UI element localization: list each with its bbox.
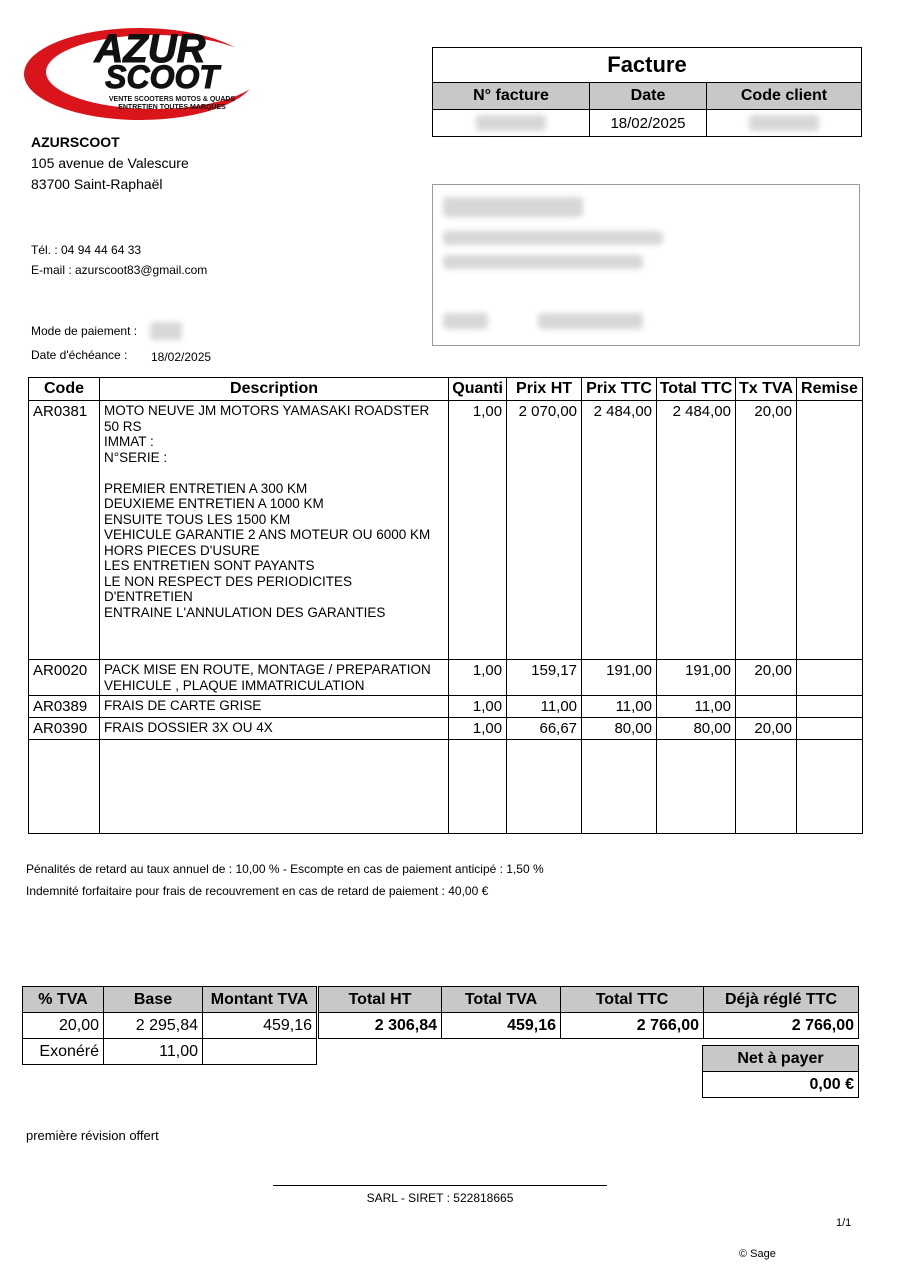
line-price-ht: 11,00 xyxy=(507,696,582,718)
line-price-ttc: 80,00 xyxy=(582,718,657,740)
line-price-ht: 159,17 xyxy=(507,660,582,696)
invoice-title: Facture xyxy=(433,48,862,83)
table-row xyxy=(23,1039,317,1065)
logo-tagline-2: ENTRETIEN TOUTES MARQUES xyxy=(118,104,226,111)
col-header-code: Code xyxy=(29,378,100,401)
company-email: E-mail : azurscoot83@gmail.com xyxy=(31,263,208,277)
line-vat-rate: 20,00 xyxy=(735,401,796,660)
table-row xyxy=(23,1013,317,1039)
invoice-note: première révision offert xyxy=(26,1128,159,1143)
company-address-1: 105 avenue de Valescure xyxy=(31,155,189,171)
company-phone: Tél. : 04 94 44 64 33 xyxy=(31,243,142,257)
invoice-header-table xyxy=(432,47,862,137)
line-discount xyxy=(796,718,862,740)
siret-info: SARL - SIRET : 522818665 xyxy=(366,1191,514,1205)
vat-header-base: Base xyxy=(104,987,203,1013)
line-price-ht: 2 070,00 xyxy=(507,401,582,660)
already-paid-value: 2 766,00 xyxy=(704,1013,859,1039)
col-header-price-ht: Prix HT xyxy=(507,378,582,401)
vat-rate: 20,00 xyxy=(23,1013,104,1039)
line-discount xyxy=(796,660,862,696)
line-total-ttc: 2 484,00 xyxy=(657,401,736,660)
net-to-pay-label: Net à payer xyxy=(703,1046,859,1072)
invoice-date: 18/02/2025 xyxy=(590,110,707,137)
vat-base: 2 295,84 xyxy=(104,1013,203,1039)
col-header-total-ttc: Total TTC xyxy=(657,378,736,401)
line-vat-rate xyxy=(735,696,796,718)
vat-amount: 459,16 xyxy=(203,1013,317,1039)
line-quantity: 1,00 xyxy=(449,401,507,660)
line-price-ttc: 11,00 xyxy=(582,696,657,718)
line-total-ttc: 11,00 xyxy=(657,696,736,718)
totals-table xyxy=(318,986,859,1039)
total-ht-value: 2 306,84 xyxy=(319,1013,442,1039)
line-quantity: 1,00 xyxy=(449,718,507,740)
header-client-code: Code client xyxy=(707,83,862,110)
recovery-indemnity-terms: Indemnité forfaitaire pour frais de recouvrement en cas de retard de paiement : 40,00 € xyxy=(26,884,489,898)
table-row xyxy=(29,718,863,740)
vat-header-amount: Montant TVA xyxy=(203,987,317,1013)
table-row xyxy=(29,696,863,718)
total-ht-header: Total HT xyxy=(319,987,442,1013)
total-ttc-header: Total TTC xyxy=(561,987,704,1013)
vat-rate: Exonéré xyxy=(23,1039,104,1065)
line-vat-rate: 20,00 xyxy=(735,718,796,740)
line-vat-rate: 20,00 xyxy=(735,660,796,696)
logo-text-azur: AZUR xyxy=(94,27,206,71)
line-description: FRAIS DE CARTE GRISE xyxy=(99,696,448,718)
client-code-redacted xyxy=(707,110,862,137)
page-number: 1/1 xyxy=(836,1217,852,1229)
late-penalty-terms: Pénalités de retard au taux annuel de : 10,00 % - Escompte en cas de paiement anticipé : 1,50 % xyxy=(26,862,544,876)
line-total-ttc: 80,00 xyxy=(657,718,736,740)
invoice-lines-table xyxy=(28,377,863,834)
company-name: AZURSCOOT xyxy=(31,134,120,150)
vat-amount xyxy=(203,1039,317,1065)
line-description: FRAIS DOSSIER 3X OU 4X xyxy=(99,718,448,740)
line-description: MOTO NEUVE JM MOTORS YAMASAKI ROADSTER 50 RS IMMAT : N°SERIE : PREMIER ENTRETIEN A 300 KM DEUXIEME ENTRETIEN A 1000 KM ENSUITE TOUS LES 1500 KM VEHICULE GARANTIE 2 ANS MOTEUR OU 6000 KM HORS PIECES D'USURE LES ENTRETIEN SONT PAYANTS LE NON RESPECT DES PERIODICITES D'ENTRETIEN ENTRAINE L'ANNULATION DES GARANTIES xyxy=(99,401,448,660)
logo-tagline-1: VENTE SCOOTERS MOTOS & QUADS xyxy=(108,96,236,103)
due-date-value: 18/02/2025 xyxy=(151,350,212,364)
line-quantity: 1,00 xyxy=(449,660,507,696)
vat-breakdown-table xyxy=(22,986,317,1065)
logo-text-scoot: SCOOT xyxy=(105,59,219,95)
due-date-label: Date d'échéance : xyxy=(31,348,128,362)
line-total-ttc: 191,00 xyxy=(657,660,736,696)
table-row xyxy=(29,660,863,696)
line-discount xyxy=(796,696,862,718)
col-header-price-ttc: Prix TTC xyxy=(582,378,657,401)
line-code: AR0381 xyxy=(29,401,100,660)
vat-header-rate: % TVA xyxy=(23,987,104,1013)
footer-divider xyxy=(273,1185,607,1186)
col-header-description: Description xyxy=(99,378,448,401)
line-description: PACK MISE EN ROUTE, MONTAGE / PREPARATION VEHICULE , PLAQUE IMMATRICULATION xyxy=(99,660,448,696)
line-price-ttc: 191,00 xyxy=(582,660,657,696)
col-header-vat-rate: Tx TVA xyxy=(735,378,796,401)
line-discount xyxy=(796,401,862,660)
table-row xyxy=(29,401,863,660)
net-to-pay-value: 0,00 € xyxy=(703,1072,859,1098)
col-header-quantity: Quanti xyxy=(449,378,507,401)
vat-base: 11,00 xyxy=(104,1039,203,1065)
invoice-number-redacted xyxy=(433,110,590,137)
header-invoice-number: N° facture xyxy=(433,83,590,110)
line-code: AR0389 xyxy=(29,696,100,718)
company-logo xyxy=(22,22,262,122)
line-quantity: 1,00 xyxy=(449,696,507,718)
table-row-empty xyxy=(29,740,863,834)
already-paid-header: Déjà réglé TTC xyxy=(704,987,859,1013)
payment-mode-label: Mode de paiement : xyxy=(31,324,138,338)
col-header-discount: Remise xyxy=(796,378,862,401)
total-tva-value: 459,16 xyxy=(442,1013,561,1039)
line-code: AR0390 xyxy=(29,718,100,740)
header-date: Date xyxy=(590,83,707,110)
sage-credit: © Sage xyxy=(739,1248,776,1260)
payment-mode-redacted xyxy=(150,322,182,340)
total-ttc-value: 2 766,00 xyxy=(561,1013,704,1039)
net-to-pay-table xyxy=(702,1045,859,1098)
line-price-ht: 66,67 xyxy=(507,718,582,740)
line-price-ttc: 2 484,00 xyxy=(582,401,657,660)
line-code: AR0020 xyxy=(29,660,100,696)
total-tva-header: Total TVA xyxy=(442,987,561,1013)
client-address-box xyxy=(432,184,860,346)
company-address-2: 83700 Saint-Raphaël xyxy=(31,176,163,192)
